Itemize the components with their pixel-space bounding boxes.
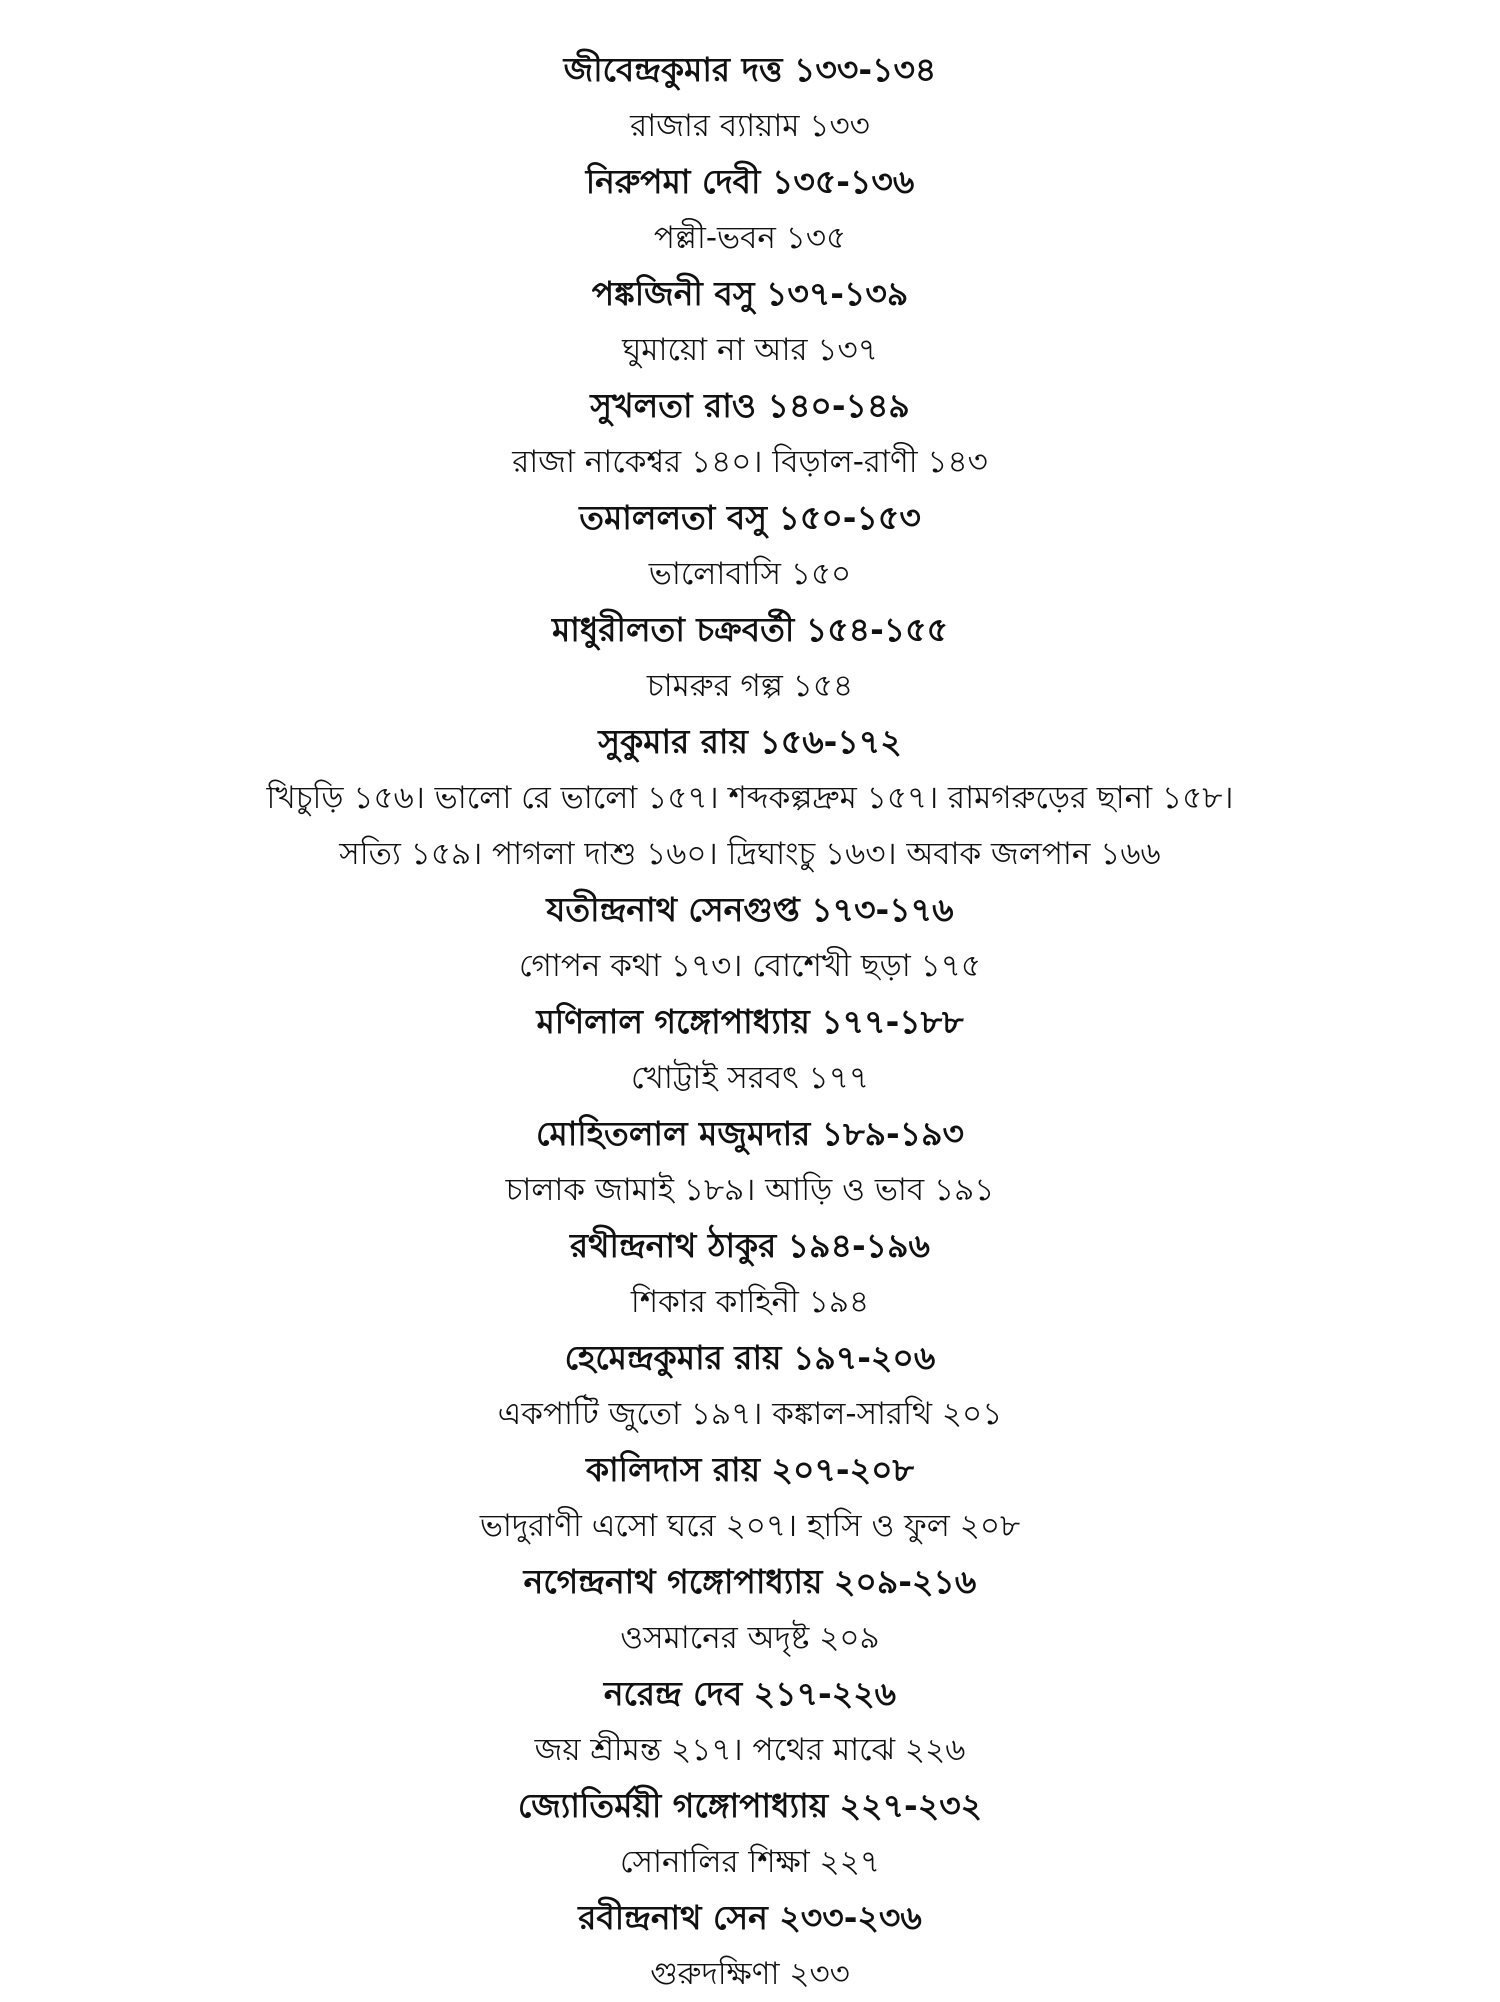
contents-entry bbox=[267, 714, 1234, 882]
works-line: ঘুমায়ো না আর ১৩৭ bbox=[622, 332, 878, 368]
author-heading: রবীন্দ্রনাথ সেন ২৩৩-২৩৬ bbox=[578, 1898, 922, 1937]
author-heading: মণিলাল গঙ্গোপাধ্যায় ১৭৭-১৮৮ bbox=[536, 1002, 964, 1041]
contents-entry bbox=[579, 490, 921, 602]
works-line: শিকার কাহিনী ১৯৪ bbox=[630, 1284, 870, 1320]
works-line: জয় শ্রীমন্ত ২১৭। পথের মাঝে ২২৬ bbox=[534, 1732, 966, 1768]
works-line: রাজার ব্যায়াম ১৩৩ bbox=[630, 108, 870, 144]
contents-entry bbox=[552, 602, 948, 714]
contents-entry bbox=[512, 378, 988, 490]
contents-entry bbox=[498, 1330, 1003, 1442]
author-heading: যতীন্দ্রনাথ সেনগুপ্ত ১৭৩-১৭৬ bbox=[546, 890, 954, 929]
works-line: পল্লী-ভবন ১৩৫ bbox=[653, 220, 847, 256]
works-line: গোপন কথা ১৭৩। বোশেখী ছড়া ১৭৫ bbox=[518, 948, 982, 984]
contents-entry bbox=[524, 1554, 977, 1666]
author-heading: হেমেন্দ্রকুমার রায় ১৯৭-২০৬ bbox=[564, 1338, 936, 1377]
author-heading: রথীন্দ্রনাথ ঠাকুর ১৯৪-১৯৬ bbox=[570, 1226, 930, 1265]
author-heading: মোহিতলাল মজুমদার ১৮৯-১৯৩ bbox=[536, 1114, 964, 1153]
contents-entry bbox=[586, 154, 915, 266]
works-line: একপাটি জুতো ১৯৭। কঙ্কাল-সারথি ২০১ bbox=[497, 1396, 1003, 1432]
contents-entry bbox=[564, 42, 937, 154]
works-line: চামরুর গল্প ১৫৪ bbox=[646, 668, 854, 704]
author-heading: মাধুরীলতা চক্রবর্তী ১৫৪-১৫৫ bbox=[551, 610, 949, 649]
contents-entry bbox=[519, 882, 981, 994]
author-heading: সুখলতা রাও ১৪০-১৪৯ bbox=[590, 386, 910, 425]
contents-page bbox=[0, 42, 1500, 2002]
author-heading: তমাললতা বসু ১৫০-১৫৩ bbox=[579, 498, 921, 537]
works-line: রাজা নাকেশ্বর ১৪০। বিড়াল-রাণী ১৪৩ bbox=[512, 444, 988, 480]
author-heading: নিরুপমা দেবী ১৩৫-১৩৬ bbox=[585, 162, 915, 201]
contents-entry bbox=[570, 1218, 930, 1330]
contents-entry bbox=[535, 1666, 966, 1778]
contents-entry bbox=[592, 266, 909, 378]
works-line: গুরুদক্ষিণা ২৩৩ bbox=[650, 1956, 850, 1992]
works-line: চালাক জামাই ১৮৯। আড়ি ও ভাব ১৯১ bbox=[505, 1172, 995, 1208]
contents-entry bbox=[536, 994, 963, 1106]
author-heading: কালিদাস রায় ২০৭-২০৮ bbox=[586, 1450, 914, 1489]
works-line: ভালোবাসি ১৫০ bbox=[648, 556, 852, 592]
author-heading: সুকুমার রায় ১৫৬-১৭২ bbox=[598, 722, 902, 761]
author-heading: জীবেন্দ্রকুমার দত্ত ১৩৩-১৩৪ bbox=[563, 50, 937, 89]
contents-entry bbox=[506, 1106, 995, 1218]
works-line: সত্যি ১৫৯। পাগলা দাশু ১৬০। দ্রিঘাংচু ১৬৩। অবাক জলপান ১৬৬ bbox=[339, 836, 1161, 872]
author-heading: পঙ্কজিনী বসু ১৩৭-১৩৯ bbox=[591, 274, 909, 313]
author-heading: নরেন্দ্র দেব ২১৭-২২৬ bbox=[603, 1674, 897, 1713]
works-line: ভাদুরাণী এসো ঘরে ২০৭। হাসি ও ফুল ২০৮ bbox=[479, 1508, 1021, 1544]
works-line: ওসমানের অদৃষ্ট ২০৯ bbox=[620, 1620, 880, 1656]
author-heading: জ্যোতির্ময়ী গঙ্গোপাধ্যায় ২২৭-২৩২ bbox=[517, 1786, 983, 1825]
author-heading: নগেন্দ্রনাথ গঙ্গোপাধ্যায় ২০৯-২১৬ bbox=[523, 1562, 977, 1601]
works-line: সোনালির শিক্ষা ২২৭ bbox=[619, 1844, 881, 1880]
contents-entry bbox=[518, 1778, 982, 1890]
works-line: খিচুড়ি ১৫৬। ভালো রে ভালো ১৫৭। শব্দকল্পদ্রুম ১৫৭। রামগরুড়ের ছানা ১৫৮। bbox=[266, 780, 1234, 816]
works-line: খোট্টাই সরবৎ ১৭৭ bbox=[630, 1060, 870, 1096]
contents-entry bbox=[480, 1442, 1020, 1554]
contents-entry bbox=[578, 1890, 922, 2002]
